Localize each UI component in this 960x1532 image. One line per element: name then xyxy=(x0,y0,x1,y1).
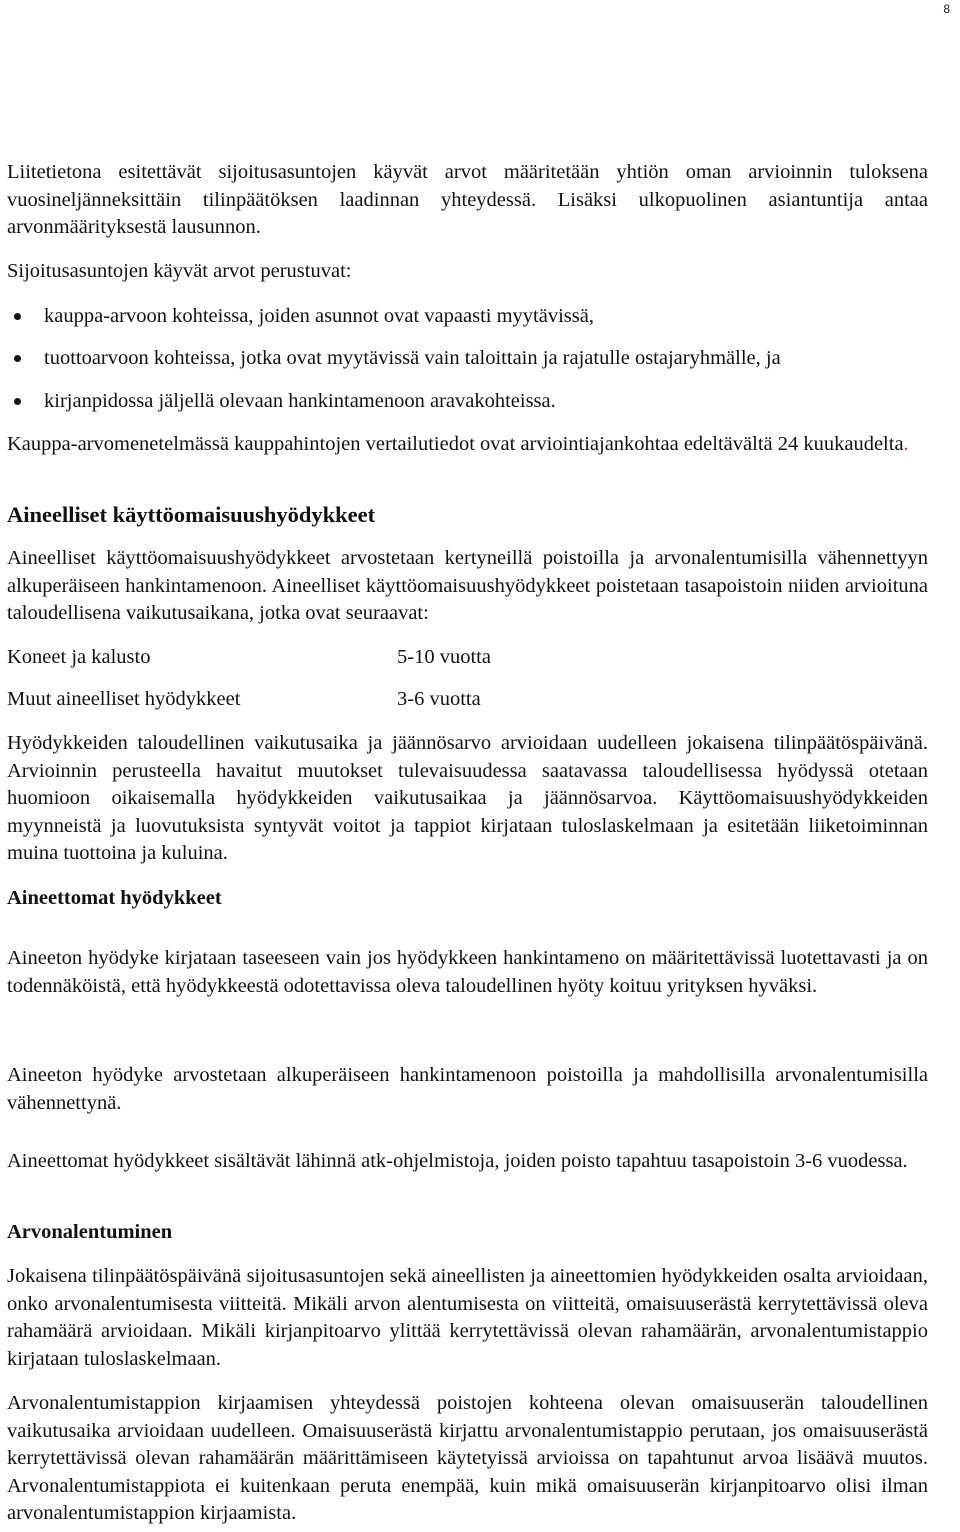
table-cell-item: Muut aineelliset hyödykkeet xyxy=(7,688,241,710)
bullet-icon xyxy=(14,313,21,320)
list-item-text: kirjanpidossa jäljellä olevaan hankintamenoon aravakohteissa. xyxy=(44,390,556,412)
table-row xyxy=(7,645,707,669)
list-item-text: kauppa-arvoon kohteissa, joiden asunnot ovat vapaasti myytävissä, xyxy=(44,305,594,327)
list-item-text: tuottoarvoon kohteissa, jotka ovat myytävissä vain taloittain ja rajatulle ostajaryhmälle, ja xyxy=(44,347,781,369)
bullet-icon xyxy=(14,355,21,362)
paragraph-useful-life: Hyödykkeiden taloudellinen vaikutusaika ja jäännösarvo arvioidaan uudelleen jokaisena tilinpäätöspäivänä. Arvioinnin perusteella havaitut muutokset tulevaisuudessa saatavassa taloudellisessa hyödyssä otetaan huomioon oikaisemalla hyödykkeiden vaikutusaikaa ja jäännösarvoa. Käyttöomaisuushyödykkeiden myynneistä ja luovutuksista syntyvät voitot ja tappiot kirjataan tuloslaskelmaan ja esitetään liiketoiminnan muina tuottoina ja kuluina. xyxy=(7,732,928,864)
heading-tangible-assets: Aineelliset käyttöomaisuushyödykkeet xyxy=(7,502,376,527)
paragraph-tangible-assets: Aineelliset käyttöomaisuushyödykkeet arvostetaan kertyneillä poistoilla ja arvonalentumisilla vähennettyyn alkuperäiseen hankintamenoon. Aineelliset käyttöomaisuushyödykkeet poistetaan tasapoistoin niiden arvioituna taloudellisena vaikutusaikana, jotka ovat seuraavat: xyxy=(7,547,928,624)
paragraph-impairment-assessment: Jokaisena tilinpäätöspäivänä sijoitusasuntojen sekä aineellisten ja aineettomien hyödykkeiden osalta arvioidaan, onko arvonalentumisesta viitteitä. Mikäli arvon alentumisesta on viitteitä, omaisuuserästä kerrytettävissä oleva rahamäärä arvioidaan. Mikäli kirjanpitoarvo ylittää kerrytettävissä olevan rahamäärän, arvonalentumistappio kirjataan tuloslaskelmaan. xyxy=(7,1265,928,1370)
paragraph-market-value-method xyxy=(7,431,928,459)
paragraph-fair-value-intro: Liitetietona esitettävät sijoitusasuntojen käyvät arvot määritetään yhtiön oman arvioinnin tuloksena vuosineljänneksittäin tilinpäätöksen laadinnan yhteydessä. Lisäksi ulkopuolinen asiantuntija antaa arvonmäärityksestä lausunnon. xyxy=(7,161,928,238)
table-cell-item: Koneet ja kalusto xyxy=(7,646,151,668)
paragraph-intangible-recognition: Aineeton hyödyke kirjataan taseeseen vain jos hyödykkeen hankintameno on määritettävissä luotettavasti ja on todennäköistä, että hyödykkeestä odotettavissa oleva taloudellinen hyöty koituu yrityksen hyväksi. xyxy=(7,947,928,997)
heading-intangible-assets: Aineettomat hyödykkeet xyxy=(7,887,222,909)
paragraph-impairment-reversal: Arvonalentumistappion kirjaamisen yhteydessä poistojen kohteena olevan omaisuuserän taloudellinen vaikutusaika arvioidaan uudelleen. Omaisuuserästä kirjattu arvonalentumistappio perutaan, jos omaisuuserästä kerrytettävissä olevan rahamäärän määrittämiseen käytetyissä arvioissa on tapahtunut arvoa lisäävä muutos. Arvonalentumistappiota ei kuitenkaan peruta enempää, kuin mikä omaisuuserän kirjanpitoarvo olisi ilman arvonalentumistappion kirjaamista. xyxy=(7,1392,928,1524)
table-row xyxy=(7,687,707,711)
bullet-icon xyxy=(14,398,21,405)
heading-impairment: Arvonalentuminen xyxy=(7,1221,173,1243)
page-number: 8 xyxy=(943,2,950,16)
paragraph-fair-value-basis: Sijoitusasuntojen käyvät arvot perustuvat: xyxy=(7,260,352,282)
table-cell-period: 3-6 vuotta xyxy=(397,688,481,710)
list-item xyxy=(7,304,928,328)
market-value-text: Kauppa-arvomenetelmässä kauppahintojen vertailutiedot ovat arviointiajankohtaa edeltävältä 24 kuukaudelta xyxy=(7,433,904,455)
list-item xyxy=(7,389,928,413)
market-value-end: . xyxy=(903,433,909,455)
list-item xyxy=(7,346,928,370)
table-cell-period: 5-10 vuotta xyxy=(397,646,491,668)
paragraph-intangible-software: Aineettomat hyödykkeet sisältävät lähinnä atk-ohjelmistoja, joiden poisto tapahtuu tasapoistoin 3-6 vuodessa. xyxy=(7,1150,908,1172)
paragraph-intangible-measurement: Aineeton hyödyke arvostetaan alkuperäiseen hankintamenoon poistoilla ja mahdollisilla arvonalentumisilla vähennettynä. xyxy=(7,1064,928,1114)
